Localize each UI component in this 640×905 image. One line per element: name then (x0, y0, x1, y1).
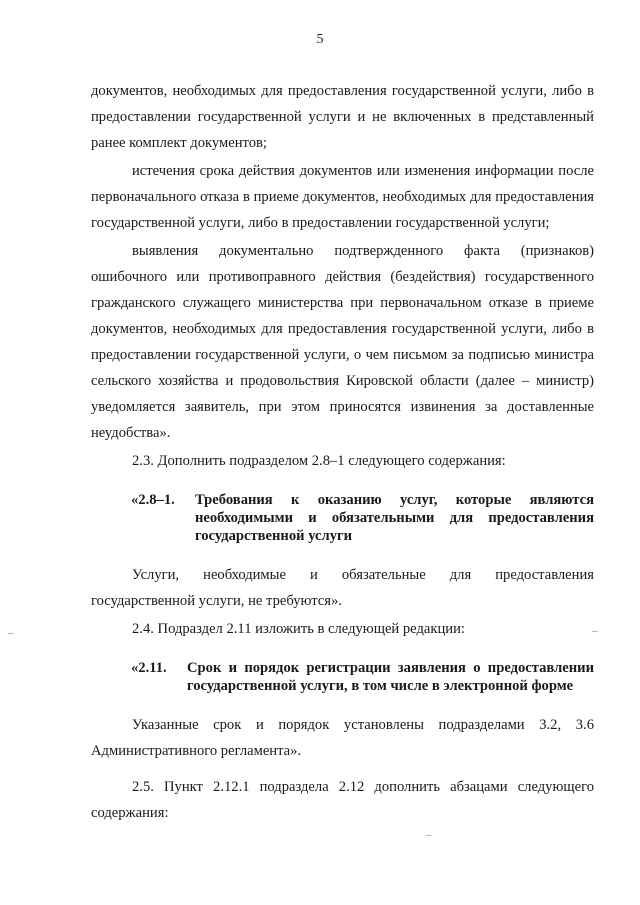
heading-2-11 (131, 659, 594, 695)
heading-2-11-number: «2.11. (131, 660, 167, 676)
paragraph-item-2-5: 2.5. Пункт 2.12.1 подраздела 2.12 дополнить абзацами следующего содержания: (91, 779, 594, 821)
scan-mark-right: – (592, 625, 598, 637)
heading-2-11-text: Срок и порядок регистрации заявления о предоставлении государственной услуги, в том числе в электронной форме (187, 660, 594, 694)
paragraph-item-2-3: 2.3. Дополнить подразделом 2.8–1 следующего содержания: (132, 453, 506, 469)
heading-2-8-1-text: Требования к оказанию услуг, которые являются необходимыми и обязательными для предоставления государственной услуги (195, 492, 594, 544)
paragraph-item-2-4: 2.4. Подраздел 2.11 изложить в следующей редакции: (132, 621, 465, 637)
heading-2-8-1 (131, 491, 594, 545)
scan-mark-bottom: – (426, 829, 432, 841)
paragraph-error-detection: выявления документально подтвержденного факта (признаков) ошибочного или противоправного действия (бездействия) государственного гражданского служащего министерства при первоначальном отказе в приеме документов, необходимых для предоставления государственной услуги, либо в предоставлении государственной услуги, о чем письмом за подписью министра сельского хозяйства и продовольствия Кировской области (далее – министр) уведомляется заявитель, при этом приносятся извинения за доставленные неудобства». (91, 243, 594, 441)
paragraph-expiry: истечения срока действия документов или изменения информации после первоначального отказа в приеме документов, необходимых для предоставления государственной услуги, либо в предоставлении государственной услуги; (91, 163, 594, 231)
document-body (91, 78, 594, 826)
paragraph-terms-established: Указанные срок и порядок установлены подразделами 3.2, 3.6 Административного регламента». (91, 717, 594, 759)
scan-mark-left: – (8, 627, 14, 639)
page-number: 5 (316, 32, 324, 47)
paragraph-documents-list: документов, необходимых для предоставления государственной услуги, либо в предоставлении государственной услуги и не включенных в представленный ранее комплект документов; (91, 83, 594, 151)
paragraph-services-not-required: Услуги, необходимые и обязательные для предоставления государственной услуги, не требуются». (91, 567, 594, 609)
heading-2-8-1-number: «2.8–1. (131, 492, 175, 508)
